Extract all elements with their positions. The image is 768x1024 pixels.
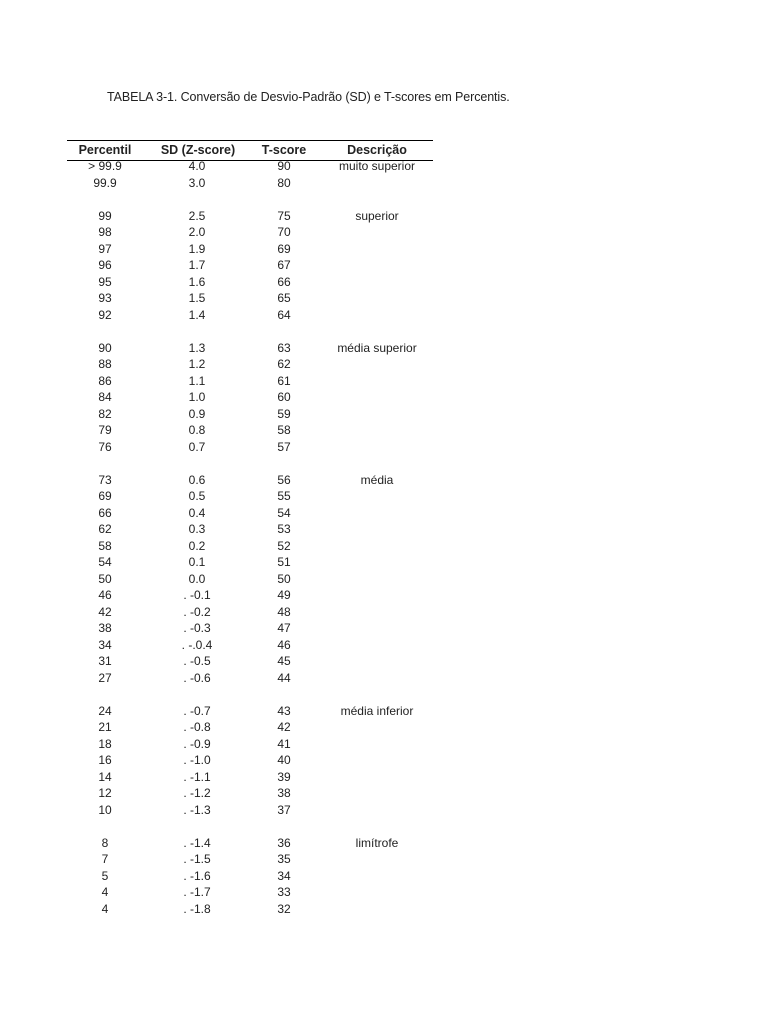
percentil-cell: 92 [98, 307, 112, 322]
sd-cell: 1.2 [188, 357, 206, 371]
sd-cell: . -1.2 [183, 786, 211, 800]
table-top-rule [67, 140, 433, 141]
tscore-cell: 32 [277, 901, 291, 916]
percentil-cell: 58 [98, 538, 112, 553]
percentil-cell: > 99.9 [88, 159, 122, 173]
tscore-cell: 64 [277, 307, 291, 322]
table-row [67, 835, 433, 852]
table-row [67, 884, 433, 901]
tscore-cell: 58 [277, 423, 291, 437]
sd-cell: 1.9 [188, 241, 206, 256]
sd-cell: 0.7 [188, 439, 206, 454]
tscore-cell: 60 [277, 390, 291, 404]
tscore-cell: 75 [277, 208, 291, 223]
percentil-cell: 88 [98, 357, 112, 371]
sd-cell: 1.6 [188, 274, 206, 289]
table-row [67, 637, 433, 654]
table-row [67, 620, 433, 637]
group-spacer [67, 455, 433, 472]
tscore-cell: 33 [277, 885, 291, 899]
percentil-cell: 27 [98, 670, 112, 685]
percentil-cell: 99 [98, 208, 112, 223]
percentil-cell: 90 [98, 340, 112, 355]
tscore-cell: 51 [277, 555, 291, 569]
sd-cell: . -1.5 [183, 852, 211, 866]
table-row [67, 554, 433, 571]
sd-cell: . -0.1 [183, 588, 211, 602]
tscore-cell: 67 [277, 258, 291, 272]
descricao-cell: média inferior [340, 703, 414, 718]
tscore-cell: 69 [277, 241, 291, 256]
table-row [67, 406, 433, 423]
header-sd: SD (Z-score) [160, 143, 236, 157]
tscore-cell: 70 [277, 225, 291, 239]
percentil-cell: 4 [101, 901, 109, 916]
tscore-cell: 35 [277, 852, 291, 866]
percentil-cell: 46 [98, 588, 112, 602]
table-row [67, 604, 433, 621]
percentil-cell: 69 [98, 489, 112, 503]
tscore-cell: 45 [277, 654, 291, 668]
header-tscore: T-score [261, 143, 307, 157]
sd-cell: . -.0.4 [181, 637, 213, 652]
sd-cell: 0.8 [188, 423, 206, 437]
sd-cell: . -0.5 [183, 654, 211, 668]
tscore-cell: 39 [277, 769, 291, 784]
percentil-cell: 82 [98, 406, 112, 421]
percentil-cell: 84 [98, 390, 112, 404]
percentil-cell: 31 [98, 654, 112, 668]
sd-cell: 3.0 [188, 175, 206, 190]
tscore-cell: 50 [277, 571, 291, 586]
descricao-cell: superior [355, 208, 399, 223]
percentil-cell: 14 [98, 769, 112, 784]
sd-cell: . -1.0 [183, 753, 211, 767]
sd-cell: 1.0 [188, 390, 206, 404]
tscore-cell: 57 [277, 439, 291, 454]
percentil-cell: 18 [98, 736, 112, 751]
percentil-cell: 50 [98, 571, 112, 586]
table-row [67, 257, 433, 274]
table-row [67, 472, 433, 489]
tscore-cell: 55 [277, 489, 291, 503]
sd-cell: . -1.1 [183, 769, 211, 784]
sd-cell: 1.1 [188, 373, 206, 388]
percentil-cell: 73 [98, 472, 112, 487]
table-row [67, 851, 433, 868]
percentil-cell: 99.9 [93, 175, 117, 190]
tscore-cell: 41 [277, 736, 291, 751]
table-row [67, 719, 433, 736]
table-row [67, 802, 433, 819]
tscore-cell: 52 [277, 538, 291, 553]
sd-cell: . -1.4 [183, 835, 211, 850]
percentil-cell: 12 [98, 786, 112, 800]
tscore-cell: 62 [277, 357, 291, 371]
tscore-cell: 38 [277, 786, 291, 800]
tscore-cell: 36 [277, 835, 291, 850]
table-row [67, 571, 433, 588]
table-row [67, 373, 433, 390]
tscore-cell: 42 [277, 720, 291, 734]
percentil-cell: 7 [101, 852, 109, 866]
table-row [67, 290, 433, 307]
sd-cell: . -1.6 [183, 868, 211, 883]
tscore-cell: 48 [277, 604, 291, 619]
percentil-cell: 66 [98, 505, 112, 520]
table-row [67, 653, 433, 670]
header-descricao: Descrição [347, 143, 407, 157]
table-row [67, 340, 433, 357]
descricao-cell: limítrofe [355, 835, 399, 850]
tscore-cell: 65 [277, 291, 291, 305]
sd-cell: . -1.8 [183, 901, 211, 916]
tscore-cell: 54 [277, 505, 291, 520]
sd-cell: 0.4 [188, 505, 206, 520]
tscore-cell: 90 [277, 159, 291, 173]
group-spacer [67, 323, 433, 340]
tscore-cell: 46 [277, 637, 291, 652]
sd-cell: . -0.8 [183, 720, 211, 734]
table-row [67, 274, 433, 291]
percentil-cell: 62 [98, 522, 112, 536]
group-spacer [67, 686, 433, 703]
table-row [67, 736, 433, 753]
table-row [67, 587, 433, 604]
table-row [67, 752, 433, 769]
header-percentil: Percentil [78, 143, 132, 157]
tscore-cell: 34 [277, 868, 291, 883]
tscore-cell: 40 [277, 753, 291, 767]
sd-cell: . -1.3 [183, 802, 211, 817]
percentil-cell: 76 [98, 439, 112, 454]
tscore-cell: 49 [277, 588, 291, 602]
percentil-cell: 10 [98, 802, 112, 817]
tscore-cell: 53 [277, 522, 291, 536]
tscore-cell: 80 [277, 175, 291, 190]
sd-cell: 1.4 [188, 307, 206, 322]
table-row [67, 356, 433, 373]
table-title: TABELA 3-1. Conversão de Desvio-Padrão (SD) e T-scores em Percentis. [107, 90, 510, 104]
sd-cell: 0.2 [188, 538, 206, 553]
tscore-cell: 44 [277, 670, 291, 685]
table-row [67, 422, 433, 439]
table-row [67, 488, 433, 505]
table-body [67, 158, 433, 917]
group-spacer [67, 818, 433, 835]
table-row [67, 439, 433, 456]
table-row [67, 241, 433, 258]
sd-cell: . -0.2 [183, 604, 211, 619]
table-row [67, 389, 433, 406]
table-row [67, 670, 433, 687]
table-row [67, 307, 433, 324]
sd-cell: 0.5 [188, 489, 206, 503]
descricao-cell: média [360, 472, 394, 487]
table-row [67, 785, 433, 802]
percentil-cell: 95 [98, 274, 112, 289]
percentil-cell: 98 [98, 225, 112, 239]
tscore-cell: 43 [277, 703, 291, 718]
percentil-cell: 79 [98, 423, 112, 437]
tscore-cell: 59 [277, 406, 291, 421]
percentil-cell: 42 [98, 604, 112, 619]
group-spacer [67, 191, 433, 208]
tscore-cell: 47 [277, 621, 291, 635]
sd-cell: 2.0 [188, 225, 206, 239]
percentil-cell: 24 [98, 703, 112, 718]
tscore-cell: 37 [277, 802, 291, 817]
tscore-cell: 61 [277, 373, 291, 388]
percentil-cell: 8 [101, 835, 109, 850]
sd-cell: . -0.7 [183, 703, 211, 718]
table-row [67, 538, 433, 555]
tscore-cell: 63 [277, 340, 291, 355]
table-row [67, 158, 433, 175]
sd-cell: 0.9 [188, 406, 206, 421]
table-row [67, 769, 433, 786]
sd-cell: 1.3 [188, 340, 206, 355]
table-row [67, 901, 433, 918]
percentil-cell: 4 [101, 885, 109, 899]
percentil-cell: 86 [98, 373, 112, 388]
percentil-cell: 38 [98, 621, 112, 635]
tscore-cell: 56 [277, 472, 291, 487]
table-row [67, 208, 433, 225]
sd-cell: 2.5 [188, 208, 206, 223]
sd-cell: 0.3 [188, 522, 206, 536]
percentil-cell: 96 [98, 258, 112, 272]
percentil-cell: 5 [101, 868, 109, 883]
tscore-cell: 66 [277, 274, 291, 289]
sd-cell: . -1.7 [183, 885, 211, 899]
sd-cell: . -0.6 [183, 670, 211, 685]
descricao-cell: média superior [337, 340, 417, 355]
sd-cell: 0.1 [188, 555, 206, 569]
percentil-cell: 16 [98, 753, 112, 767]
sd-cell: . -0.9 [183, 736, 211, 751]
table-row [67, 703, 433, 720]
percentil-cell: 34 [98, 637, 112, 652]
sd-cell: 1.5 [188, 291, 206, 305]
sd-cell: 1.7 [188, 258, 206, 272]
sd-cell: 0.0 [188, 571, 206, 586]
sd-cell: 4.0 [188, 159, 206, 173]
table-row [67, 505, 433, 522]
table-row [67, 224, 433, 241]
table-row [67, 521, 433, 538]
descricao-cell: muito superior [338, 159, 416, 173]
percentil-cell: 97 [98, 241, 112, 256]
percentil-cell: 93 [98, 291, 112, 305]
table-row [67, 868, 433, 885]
sd-cell: . -0.3 [183, 621, 211, 635]
percentil-cell: 54 [98, 555, 112, 569]
sd-cell: 0.6 [188, 472, 206, 487]
table-row [67, 175, 433, 192]
percentil-cell: 21 [98, 720, 112, 734]
